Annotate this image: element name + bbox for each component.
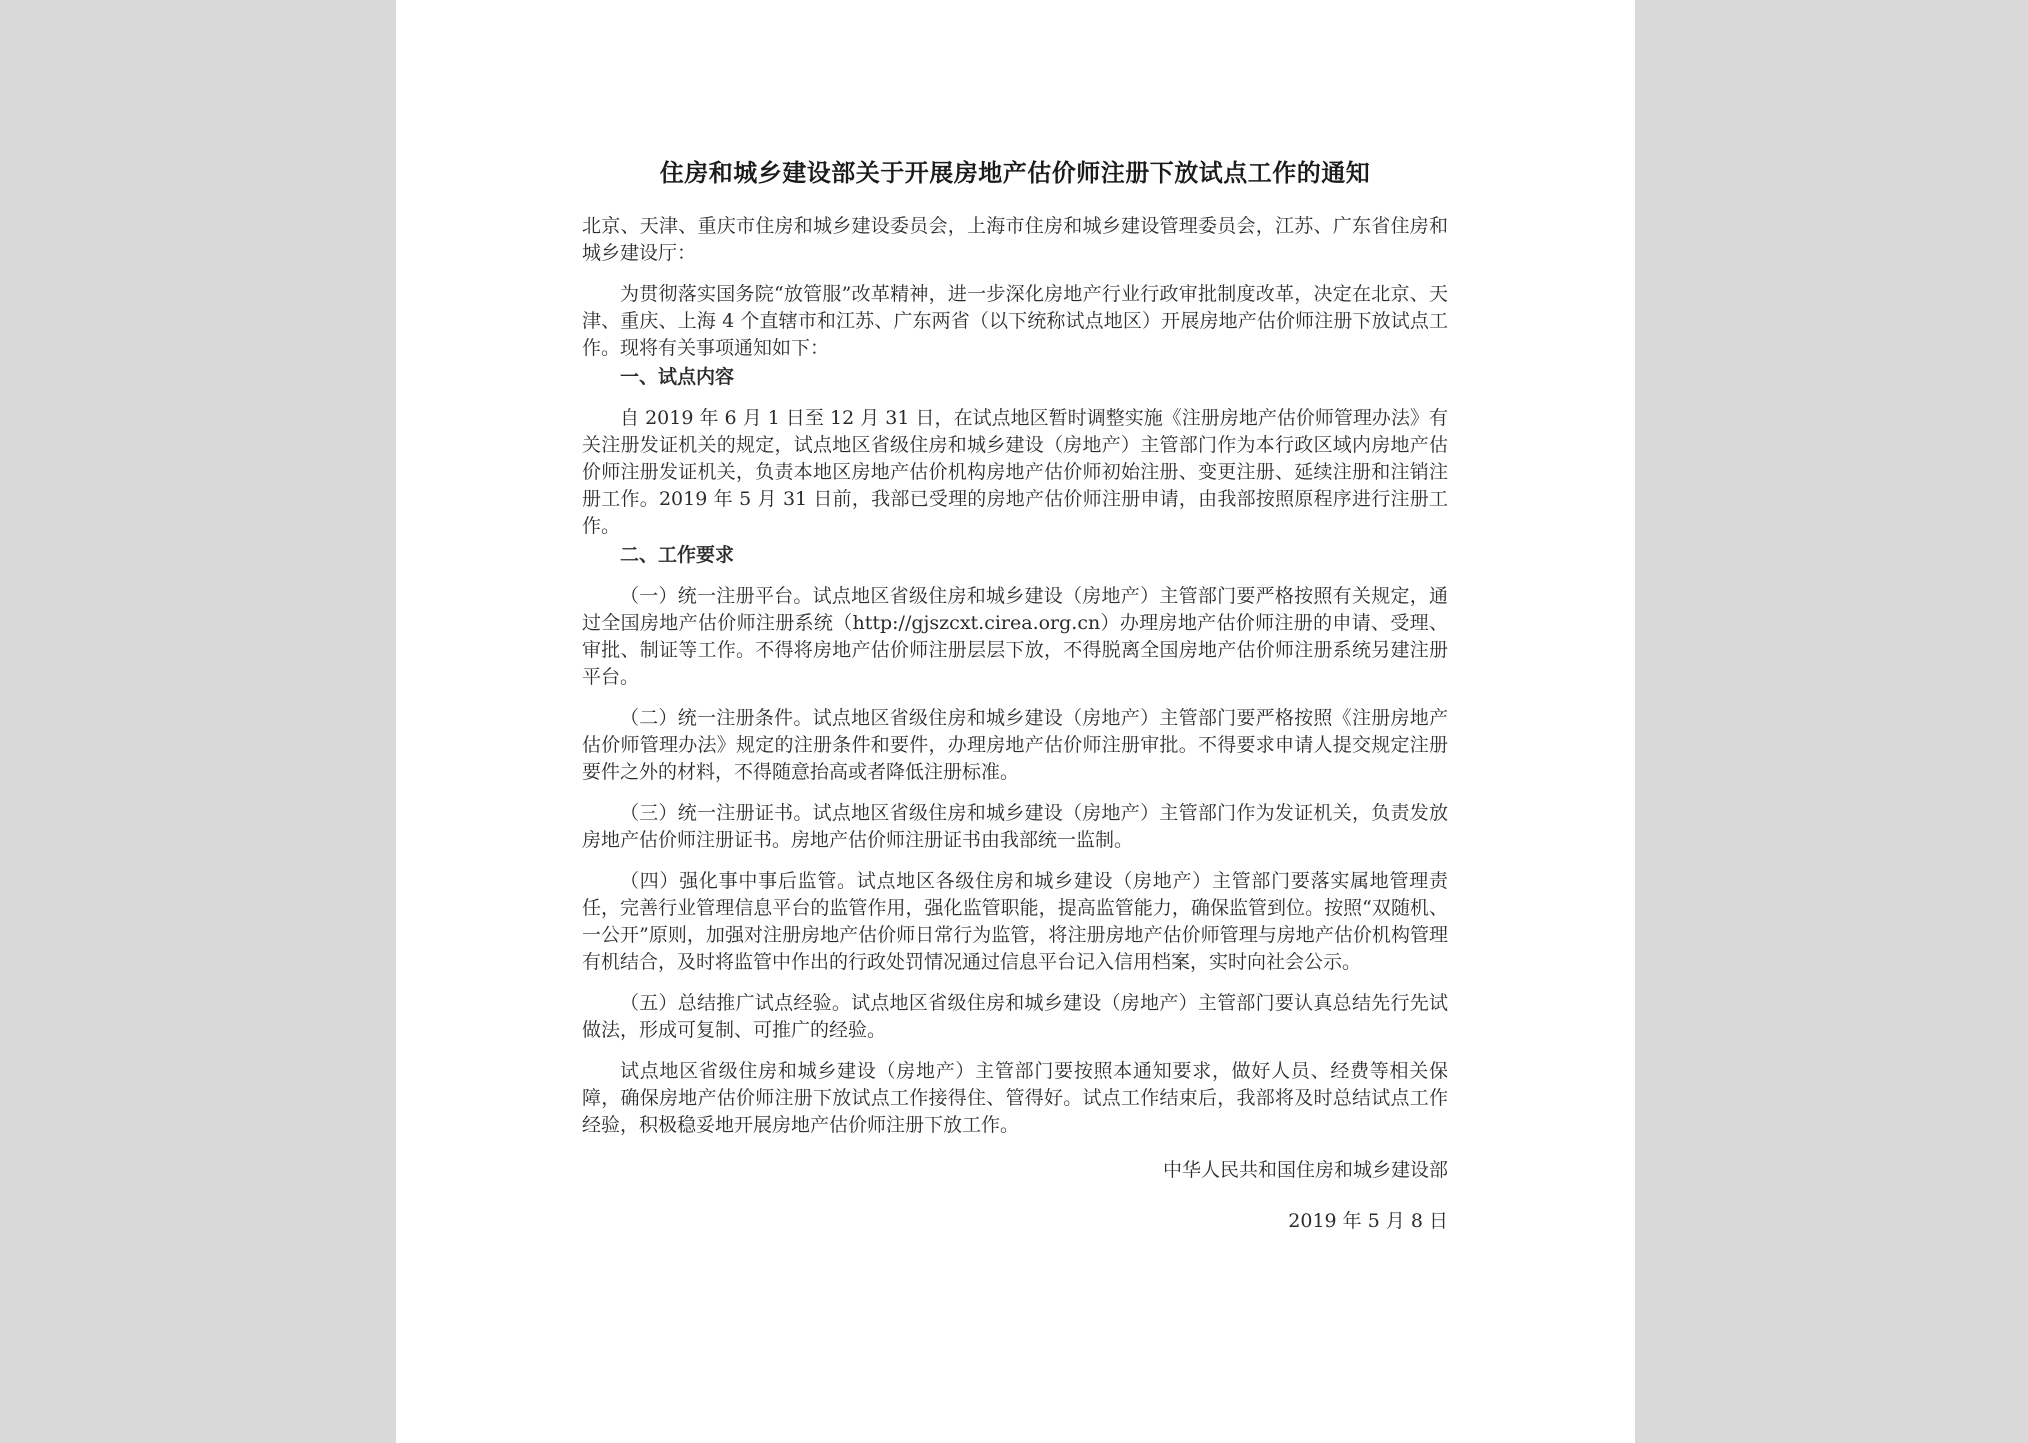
requirement-item-3: （三）统一注册证书。试点地区省级住房和城乡建设（房地产）主管部门作为发证机关，负责发放房地产估价师注册证书。房地产估价师注册证书由我部统一监制。	[582, 802, 1448, 851]
section-1-body: 自 2019 年 6 月 1 日至 12 月 31 日，在试点地区暂时调整实施《注册房地产估价师管理办法》有关注册发证机关的规定，试点地区省级住房和城乡建设（房地产）主管部门作为本行政区域内房地产估价师注册发证机关，负责本地区房地产估价机构房地产估价师初始注册、变更注册、延续注册和注销注册工作。2019 年 5 月 31 日前，我部已受理的房地产估价师注册申请，由我部按照原程序进行注册工作。	[582, 407, 1448, 537]
issuer-signature: 中华人民共和国住房和城乡建设部	[1162, 1159, 1448, 1181]
section-2-heading: 二、工作要求	[620, 544, 735, 566]
document-page	[396, 0, 1635, 1443]
requirement-item-4: （四）强化事中事后监管。试点地区各级住房和城乡建设（房地产）主管部门要落实属地管理责任，完善行业管理信息平台的监管作用，强化监管职能，提高监管能力，确保监管到位。按照“双随机、一公开”原则，加强对注册房地产估价师日常行为监管，将注册房地产估价师管理与房地产估价机构管理有机结合，及时将监管中作出的行政处罚情况通过信息平台记入信用档案，实时向社会公示。	[582, 870, 1448, 973]
section-1-heading: 一、试点内容	[620, 366, 735, 388]
document-title: 住房和城乡建设部关于开展房地产估价师注册下放试点工作的通知	[659, 159, 1371, 187]
salutation: 北京、天津、重庆市住房和城乡建设委员会，上海市住房和城乡建设管理委员会，江苏、广东省住房和城乡建设厅：	[582, 215, 1448, 264]
requirement-item-1: （一）统一注册平台。试点地区省级住房和城乡建设（房地产）主管部门要严格按照有关规定，通过全国房地产估价师注册系统（http://gjszcxt.cirea.org.cn）办理房地产估价师注册的申请、受理、审批、制证等工作。不得将房地产估价师注册层层下放，不得脱离全国房地产估价师注册系统另建注册平台。	[582, 585, 1448, 688]
closing-paragraph: 试点地区省级住房和城乡建设（房地产）主管部门要按照本通知要求，做好人员、经费等相关保障，确保房地产估价师注册下放试点工作接得住、管得好。试点工作结束后，我部将及时总结试点工作经验，积极稳妥地开展房地产估价师注册下放工作。	[582, 1060, 1448, 1136]
requirement-item-5: （五）总结推广试点经验。试点地区省级住房和城乡建设（房地产）主管部门要认真总结先行先试做法，形成可复制、可推广的经验。	[582, 992, 1448, 1041]
requirement-item-2: （二）统一注册条件。试点地区省级住房和城乡建设（房地产）主管部门要严格按照《注册房地产估价师管理办法》规定的注册条件和要件，办理房地产估价师注册审批。不得要求申请人提交规定注册要件之外的材料，不得随意抬高或者降低注册标准。	[582, 707, 1448, 783]
document-content	[582, 155, 1448, 1235]
issue-date: 2019 年 5 月 8 日	[1288, 1210, 1448, 1232]
intro-paragraph: 为贯彻落实国务院“放管服”改革精神，进一步深化房地产行业行政审批制度改革，决定在北京、天津、重庆、上海 4 个直辖市和江苏、广东两省（以下统称试点地区）开展房地产估价师注册下放试点工作。现将有关事项通知如下：	[582, 283, 1448, 359]
